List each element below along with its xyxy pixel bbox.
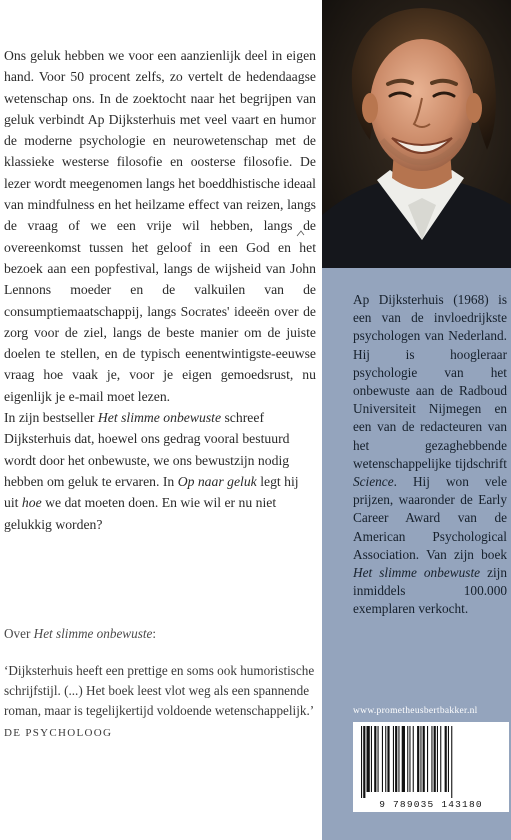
publisher-website[interactable]: www.prometheusbertbakker.nl xyxy=(353,706,478,716)
blurb-p2-text-d: we dat moeten doen. En wie wil er nu niet gelukkig worden? xyxy=(4,495,277,532)
barcode-bar xyxy=(371,726,372,792)
author-panel xyxy=(322,0,511,840)
barcode-bar xyxy=(382,726,383,792)
barcode-bar xyxy=(393,726,394,792)
blurb-p2-text-c: legt hij uit xyxy=(4,473,299,511)
barcode-bar xyxy=(417,726,419,792)
emphasis-hoe: hoe xyxy=(21,495,42,511)
author-portrait-illustration xyxy=(322,0,511,268)
isbn-digits: 9 789035 143180 xyxy=(379,799,483,810)
barcode-bar xyxy=(398,726,399,792)
quote-intro-prefix: Over xyxy=(4,626,34,641)
barcode-bar xyxy=(413,726,414,792)
blurb-p1-text: Ons geluk hebben we voor een aanzienlijk deel in eigen hand. Voor 50 procent zelfs, zo vertelt de hedendaagse wetenschap ons. In de zoektocht naar het begrijpen van geluk verbindt Ap Dijksterhuis met veel vaart en humor de moderne psychologie en neurowetenschap met de klassieke westerse filosofie en oosterse filosofie. De lezer wordt meegenomen langs het boeddhistische ideaal van mindfulness en het heilzame effect van reizen, langs de vraag of we een vrije wil hebben, langs de overeenkomst tussen het geloof in een God en het bezoek aan een popfestival, langs de wijsheid van John Lennons moeder en de valkuilen van de consumptiemaatschappij, langs Socrates' ideeën over de zorg voor de ziel, langs de beste manier om de juiste doelen te stellen, en de typisch eenentwintigste-eeuwse vraag hoe vaak je, voor je eigen gemoedsrust, nu eigenlijk je e-mail moet lezen. xyxy=(4,48,316,404)
barcode-bar xyxy=(420,726,421,792)
barcode-bar xyxy=(385,726,386,792)
barcode-bar xyxy=(451,726,452,798)
barcode-bar xyxy=(427,726,428,792)
barcode-bar xyxy=(440,726,441,792)
barcode-bar xyxy=(407,726,408,792)
barcode-bar xyxy=(409,726,410,792)
quote-intro-suffix: : xyxy=(152,626,157,641)
barcode-bar xyxy=(437,726,438,792)
bio-book-title: Het slimme onbewuste xyxy=(353,565,481,581)
barcode-bar xyxy=(374,726,376,792)
barcode-bar xyxy=(363,726,365,798)
author-bio-text xyxy=(353,291,507,619)
blurb-p2-text-a: In zijn bestseller xyxy=(4,410,98,426)
blurb-paragraph-1 xyxy=(4,45,316,407)
barcode-bar xyxy=(361,726,362,798)
book-title-op-naar-geluk: Op naar geluk xyxy=(177,473,257,489)
quote-source: DE PSYCHOLOOG xyxy=(4,727,113,739)
barcode-bar xyxy=(448,726,449,792)
barcode-bar xyxy=(367,726,370,792)
barcode-bar xyxy=(395,726,397,792)
quote-intro-title: Het slimme onbewuste xyxy=(33,626,153,641)
barcode-bar xyxy=(434,726,436,792)
barcode-bars-icon xyxy=(353,722,509,800)
bio-text-a: Ap Dijksterhuis (1968) is een van de invloedrijkste psychologen van Nederland. Hij is hoogleraar psychologie van het onbewuste aan de Radboud Universiteit Nijmegen en een van de redacteuren van het gezaghebbende wetenschappelijke tijdschrift xyxy=(353,292,507,471)
barcode-bar xyxy=(431,726,432,792)
barcode-bar xyxy=(445,726,447,792)
bio-text-b: . Hij won vele prijzen, waaronder de Early Career Award van de American Psychological Association. Van zijn boek xyxy=(353,474,507,562)
barcode-bar xyxy=(423,726,425,792)
isbn-barcode xyxy=(353,722,509,812)
review-quote-block xyxy=(4,624,316,743)
blurb-paragraph-2 xyxy=(4,407,316,535)
blurb-p2-text-b: schreef Dijksterhuis dat, hoewel ons gedrag vooral bestuurd wordt door het onbewuste, we ons bewustzijn nodig hebben om geluk te ervaren. In xyxy=(4,410,290,489)
journal-science: Science xyxy=(353,474,394,490)
blurb xyxy=(4,45,316,535)
quote-intro xyxy=(4,624,316,644)
barcode-bar xyxy=(378,726,379,792)
barcode-bar xyxy=(402,726,405,792)
author-photo xyxy=(322,0,511,268)
bio-text-c: zijn inmiddels 100.000 exemplaren verkocht. xyxy=(353,565,508,617)
author-bio xyxy=(353,291,507,619)
barcode-bar xyxy=(387,726,389,792)
pen-mark-icon xyxy=(296,228,306,238)
review-quote: ‘Dijksterhuis heeft een prettige en soms ook humoristische schrijfstijl. (...) Het boek leest vlot weg als een spannende roman, maar is tegelijkertijd voldoende wetenschappelijk.’ xyxy=(4,663,315,718)
book-title-het-slimme-onbewuste: Het slimme onbewuste xyxy=(97,410,222,426)
